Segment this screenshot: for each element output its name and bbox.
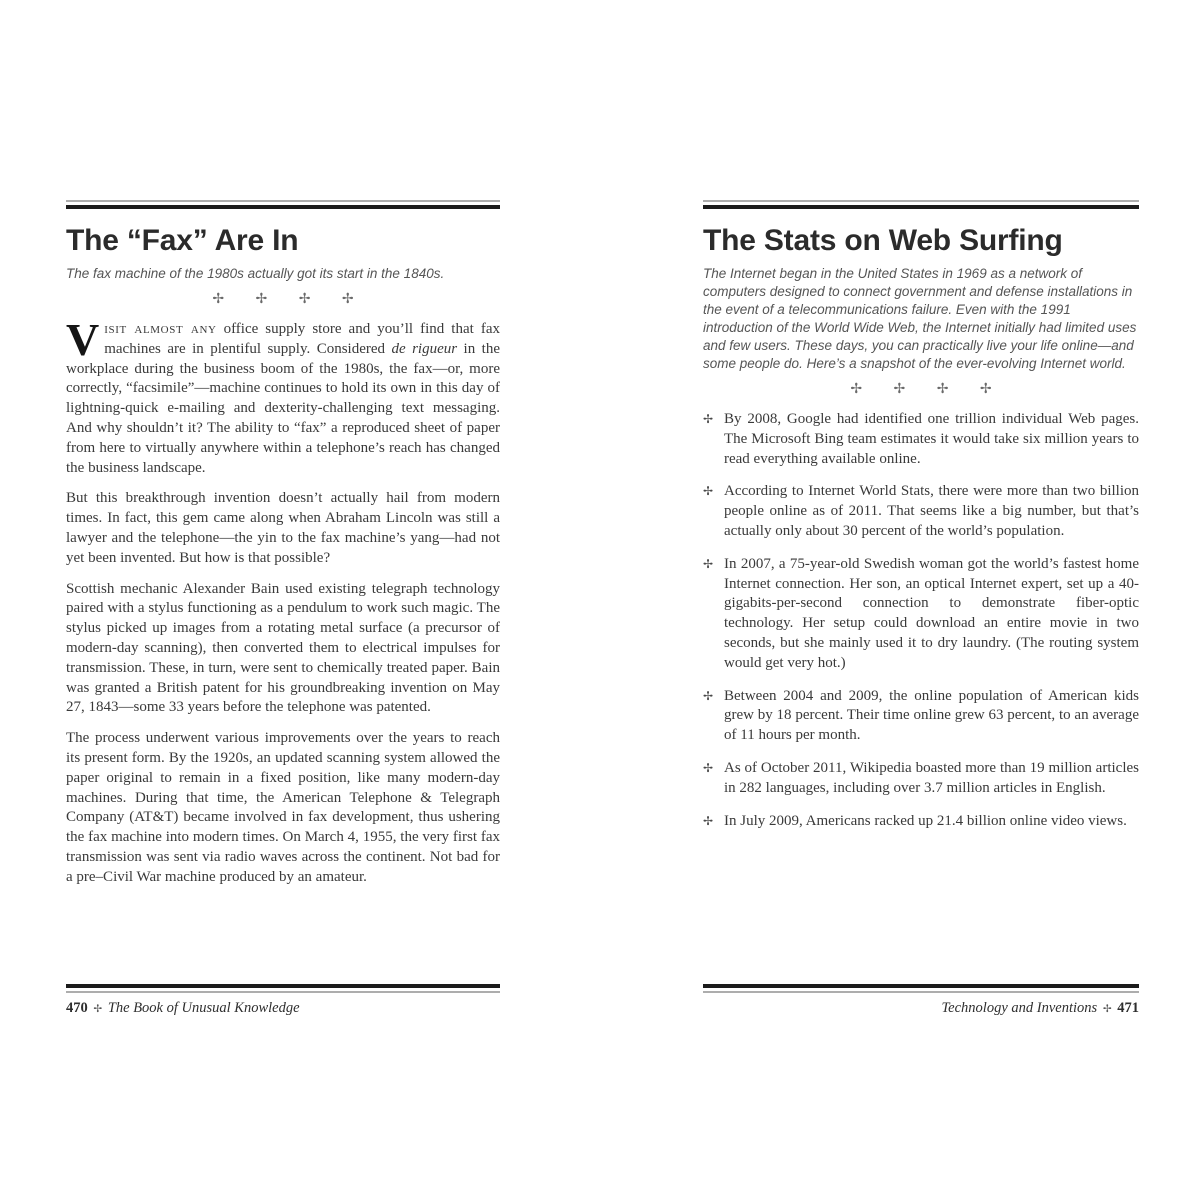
footer-right — [703, 984, 1139, 1017]
cross-separator-icon: ✢ — [1102, 1003, 1112, 1015]
page-title-left: The “Fax” Are In — [66, 224, 299, 257]
list-item — [703, 410, 1139, 469]
drop-cap: V — [66, 314, 100, 365]
cross-bullet-icon: ✢ — [703, 688, 714, 703]
cross-bullet-icon: ✢ — [703, 556, 714, 571]
rule-thick — [703, 205, 1139, 209]
cross-bullet-icon: ✢ — [703, 484, 714, 499]
cross-bullet-icon: ✢ — [703, 412, 714, 426]
paragraph-text: in the workplace during the business boom of the 1980s, the fax—or, more correctly, “facsimile”—machine continues to hold its own in this day of lightning-quick e-mailing and dexterity-challenging text messaging. And why shouldn’t it? The ability to “fax” a reproduced sheet of paper from here to virtually anywhere within a telephone’s reach has changed the business landscape. — [66, 340, 500, 476]
page-subtitle-left: The fax machine of the 1980s actually got its start in the 1840s. — [66, 266, 445, 281]
cross-bullet-icon: ✢ — [703, 760, 714, 775]
list-item — [703, 759, 1139, 799]
list-item-text: According to Internet World Stats, there were more than two billion people online as of 2011. That seems like a big number, but that’s actually only about 30 percent of the world’s population. — [724, 483, 1139, 539]
list-item — [703, 482, 1139, 541]
page-number: 470 — [66, 1000, 88, 1016]
rule-thick — [66, 984, 500, 988]
section-title: Technology and Inventions — [941, 1000, 1098, 1016]
header-rule-left — [66, 200, 500, 209]
footer-rule-right — [703, 984, 1139, 993]
running-footer-right — [703, 1000, 1139, 1017]
page-number: 471 — [1117, 1000, 1139, 1016]
rule-thin — [703, 200, 1139, 202]
paragraph: Scottish mechanic Alexander Bain used existing telegraph technology paired with a stylus functioning as a pendulum to work such magic. The stylus picked up images from a rotating metal surface (a precursor of modern-day scanning), then converted them to electrical impulses for transmission. These, in turn, were sent to chemically treated paper. Bain was granted a British patent for his groundbreaking invention on May 27, 1843—some 33 years before the telephone was patented. — [66, 580, 500, 716]
right-page — [703, 200, 1139, 844]
paragraph-opening — [66, 314, 500, 478]
list-item — [703, 812, 1139, 832]
smallcaps-lead: isit almost any — [104, 321, 217, 337]
cross-bullet-icon: ✢ — [703, 813, 714, 828]
stats-list — [703, 410, 1139, 831]
paragraph: The process underwent various improvements over the years to reach its present form. By the 1920s, an updated scanning system allowed the paper original to remain in a fixed position, like many modern-day machines. During that time, the American Telephone & Telegraph Company (AT&T) became involved in fax development, thus ushering the fax machine into modern times. On March 4, 1955, the very first fax transmission was sent via radio waves across the continent. Not bad for a pre–Civil War machine produced by an amateur. — [66, 730, 500, 885]
cross-separator-icon: ✢ — [93, 1003, 103, 1015]
ornament-divider-left: ✢ ✢ ✢ ✢ — [212, 291, 354, 307]
list-item-text: By 2008, Google had identified one trillion individual Web pages. The Microsoft Bing team estimates it would take six million years to read everything available online. — [724, 411, 1139, 467]
paragraph: But this breakthrough invention doesn’t actually hail from modern times. In fact, this gem came along when Abraham Lincoln was still a lawyer and the telephone—the yin to the fax machine’s yang—had not yet been invented. But how is that possible? — [66, 490, 500, 566]
rule-thin — [66, 200, 500, 202]
footer-left — [66, 984, 500, 1017]
list-item-text: In 2007, a 75-year-old Swedish woman got the world’s fastest home Internet connection. Her son, an optical Internet expert, set up a 40-gigabits-per-second connection to demonstrate fiber-optic technology. Her setup could download an entire movie in two seconds, but she mainly used it to dry laundry. (The routing system would get very hot.) — [724, 555, 1139, 671]
list-item-text: As of October 2011, Wikipedia boasted more than 19 million articles in 282 languages, including over 3.7 million articles in English. — [724, 759, 1139, 796]
page-title-right: The Stats on Web Surfing — [703, 224, 1063, 257]
header-rule-right — [703, 200, 1139, 209]
ornament-divider-right: ✢ ✢ ✢ ✢ — [850, 381, 992, 397]
list-item-text: Between 2004 and 2009, the online population of American kids grew by 18 percent. Their time online grew 63 percent, to an average of 11 hours per month. — [724, 687, 1139, 744]
rule-thin — [66, 991, 500, 993]
rule-thick — [66, 205, 500, 209]
left-page — [66, 200, 500, 899]
italic-phrase: de rigueur — [391, 340, 458, 357]
book-title: The Book of Unusual Knowledge — [107, 1000, 300, 1016]
running-footer-left — [66, 1000, 500, 1017]
paragraph-text: office supply store and you’ll find that fax machines are in plentiful supply. Considered — [104, 321, 500, 357]
rule-thick — [703, 984, 1139, 988]
rule-thin — [703, 991, 1139, 993]
page-intro-right: The Internet began in the United States in 1969 as a network of computers designed to connect government and defense installations in the event of a telecommunications failure. Even with the 1991 introduction of the World Wide Web, the Internet initially had limited uses and few users. These days, you can practically live your life online—and some people do. Here’s a snapshot of the ever-evolving Internet world. — [703, 266, 1137, 371]
list-item — [703, 555, 1139, 674]
list-item — [703, 687, 1139, 746]
footer-rule-left — [66, 984, 500, 993]
list-item-text: In July 2009, Americans racked up 21.4 billion online video views. — [724, 812, 1127, 829]
